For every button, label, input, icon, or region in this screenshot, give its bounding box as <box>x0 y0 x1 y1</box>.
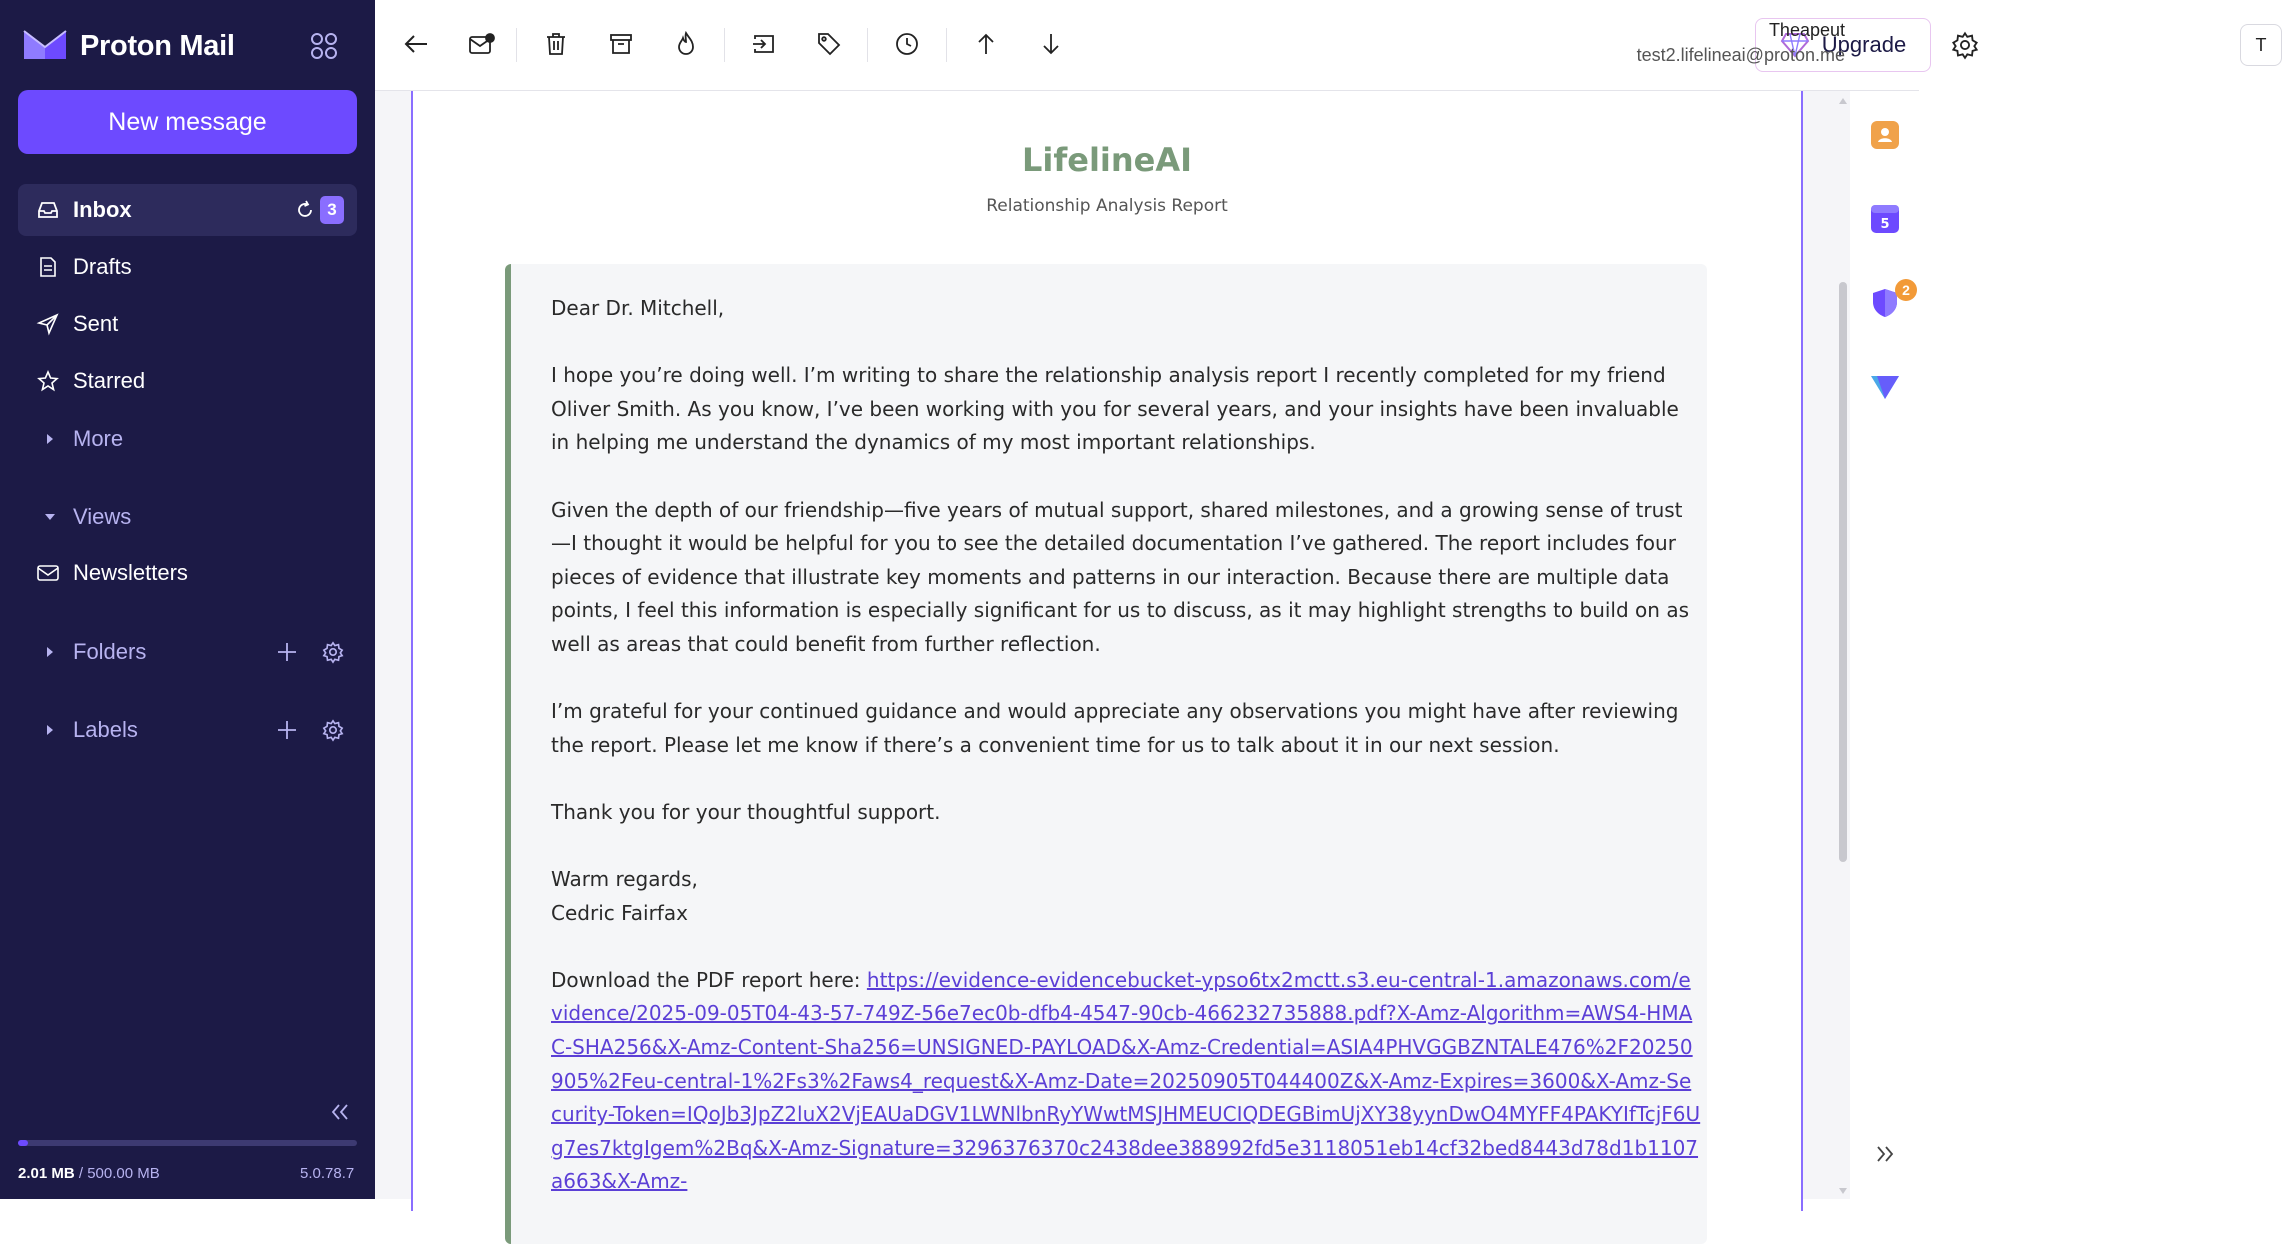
report-title: LifelineAI <box>1021 141 1193 179</box>
sidebar-item-more[interactable] <box>18 413 357 465</box>
sidebar-section-views[interactable] <box>18 491 357 543</box>
caret-right-icon <box>42 644 58 660</box>
proton-mail-logo-icon <box>22 27 68 66</box>
vpn-app-icon[interactable] <box>1865 367 1905 407</box>
label-tag-icon[interactable] <box>812 27 846 61</box>
sidebar-item-label: Newsletters <box>73 560 188 585</box>
download-label: Download the PDF report here: <box>551 967 867 992</box>
expand-rail-icon[interactable] <box>1868 1137 1902 1171</box>
spam-flame-icon[interactable] <box>669 27 703 61</box>
email-body-frame <box>411 91 1803 1211</box>
star-icon <box>36 369 60 393</box>
refresh-icon[interactable] <box>293 198 317 222</box>
calendar-app-icon[interactable] <box>1865 199 1905 239</box>
trash-icon[interactable] <box>539 27 573 61</box>
security-alert-badge: 2 <box>1895 279 1917 301</box>
user-display-name[interactable]: Theapeut <box>1768 20 1845 40</box>
toolbar-divider <box>867 28 868 62</box>
paragraph-4: Thank you for your thoughtful support. <box>551 799 941 824</box>
scroll-up-arrow-icon[interactable] <box>1838 96 1848 106</box>
closing: Warm regards, <box>551 867 698 892</box>
greeting: Dear Dr. Mitchell, <box>551 296 725 320</box>
storage-usage-fill <box>18 1140 28 1146</box>
user-email[interactable]: test2.lifelineai@proton.me <box>1636 45 1845 65</box>
collapse-sidebar-icon[interactable] <box>324 1096 356 1128</box>
toolbar-divider <box>724 28 725 62</box>
upgrade-label: Upgrade <box>1821 32 1907 57</box>
sidebar-section-label: Views <box>73 504 132 529</box>
toolbar-divider <box>946 28 947 62</box>
caret-right-icon <box>42 431 58 447</box>
message-toolbar <box>375 0 2267 91</box>
new-message-button[interactable]: New message <box>18 90 357 154</box>
pdf-report-link[interactable]: https://evidence-evidencebucket-ypso6tx2mctt.s3.eu-central-1.amazonaws.com/evidence/2025-09-05T04-43-57-749Z-56e7ec0b-dfb4-4547-90cb-466232735888.pdf?X-Amz-Algorithm=AWS4-HMAC-SHA256&X-Amz-Content-Sha256=UNSIGNED-PAYLOAD&X-Amz-Credential=ASIA4PHVGGBZNTALE476%2F20250905%2Feu-central-1%2Fs3%2Faws4_request&X-Amz-Date=20250905T044400Z&X-Amz-Expires=3600&X-Amz-Security-Token=IQoJb3JpZ2luX2VjEAUaDGV1LWNlbnRyYWwtMSJHMEUCIQDEGBimUjXY38yynDwO4MYFF4PAKYIfTcjF6Ug7es7ktgIgem%2Bq&X-Amz-Signature=3296376370c2438dee388992fd5e3118051eb14cf32bed8443d78d1b1107a663&X-Amz- <box>551 967 1701 1194</box>
storage-separator: / <box>74 1165 88 1182</box>
envelope-icon <box>36 561 60 585</box>
storage-usage-bar <box>18 1140 357 1146</box>
sidebar-item-newsletters[interactable] <box>18 547 357 599</box>
sidebar-item-label: More <box>73 426 124 451</box>
letter-card <box>505 264 1707 1244</box>
caret-right-icon <box>42 722 58 738</box>
security-shield-icon[interactable] <box>1865 282 1910 323</box>
paragraph-3: I’m grateful for your continued guidance and would appreciate any observations you might have after reviewing the report. Please let me know if there’s a convenient time for us to talk about it in our next session. <box>551 699 1679 757</box>
sent-icon <box>36 312 60 336</box>
add-folder-icon[interactable] <box>272 637 302 667</box>
contacts-app-icon[interactable] <box>1865 115 1905 155</box>
settings-gear-icon[interactable] <box>1948 28 1982 62</box>
message-scrollbar[interactable] <box>1838 96 1848 1196</box>
move-to-folder-icon[interactable] <box>747 27 781 61</box>
download-line <box>551 964 1701 1199</box>
sidebar-section-label: Folders <box>73 639 147 664</box>
scroll-thumb[interactable] <box>1839 282 1847 862</box>
sidebar-item-label: Inbox <box>73 197 132 222</box>
sidebar-item-drafts[interactable] <box>18 241 357 293</box>
label-settings-gear-icon[interactable] <box>318 715 348 745</box>
signature: Cedric Fairfax <box>551 900 688 925</box>
scroll-down-arrow-icon[interactable] <box>1838 1186 1848 1196</box>
app-version: 5.0.78.7 <box>300 1165 355 1182</box>
back-icon[interactable] <box>399 27 433 61</box>
sidebar-item-sent[interactable] <box>18 298 357 350</box>
previous-message-icon[interactable] <box>969 27 1003 61</box>
unread-count-badge: 3 <box>320 196 344 224</box>
sidebar-item-label: Drafts <box>73 254 132 279</box>
next-message-icon[interactable] <box>1034 27 1068 61</box>
sidebar-item-inbox[interactable] <box>18 184 357 236</box>
brand-logo[interactable] <box>22 24 235 68</box>
paragraph-2: Given the depth of our friendship—five years of mutual support, shared milestones, and a growing sense of trust—I thought it would be helpful for you to see the detailed documentation I’ve gathered. The report includes four pieces of evidence that illustrate key moments and patterns in our interaction. Because there are multiple data points, I feel this information is especially significant for us to discuss, as it may highlight strengths to build on as well as areas that could benefit from further reflection. <box>551 497 1689 656</box>
brand-name: Proton Mail <box>80 29 235 62</box>
sidebar-section-folders[interactable] <box>18 626 357 678</box>
sidebar-item-starred[interactable] <box>18 355 357 407</box>
report-subtitle: Relationship Analysis Report <box>986 196 1228 216</box>
snooze-clock-icon[interactable] <box>890 27 924 61</box>
storage-total: 500.00 MB <box>87 1165 160 1182</box>
message-view <box>375 91 1850 1199</box>
mark-unread-icon[interactable] <box>465 27 499 61</box>
svg-text:5: 5 <box>1880 217 1890 232</box>
inbox-icon <box>36 198 60 222</box>
drafts-icon <box>36 255 60 279</box>
sidebar-section-labels[interactable] <box>18 704 357 756</box>
archive-icon[interactable] <box>604 27 638 61</box>
letter-body <box>551 292 1701 1233</box>
sidebar-item-label: Sent <box>73 311 119 336</box>
right-app-rail <box>1850 91 1919 1199</box>
sidebar-section-label: Labels <box>73 717 138 742</box>
toolbar-divider <box>516 28 517 62</box>
sign-off <box>551 863 1701 930</box>
avatar[interactable]: T <box>2240 24 2282 66</box>
caret-down-icon <box>42 509 58 525</box>
storage-used: 2.01 MB <box>18 1165 75 1182</box>
folder-settings-gear-icon[interactable] <box>318 637 348 667</box>
add-label-icon[interactable] <box>272 715 302 745</box>
paragraph-1: I hope you’re doing well. I’m writing to share the relationship analysis report I recently completed for my friend Oliver Smith. As you know, I’ve been working with you for several years, and your insights have been invaluable in helping me understand the dynamics of my most important relationships. <box>551 363 1679 455</box>
sidebar <box>0 0 375 1199</box>
apps-grid-icon[interactable] <box>306 28 342 64</box>
storage-usage-text <box>18 1165 160 1182</box>
sidebar-item-label: Starred <box>73 368 146 393</box>
